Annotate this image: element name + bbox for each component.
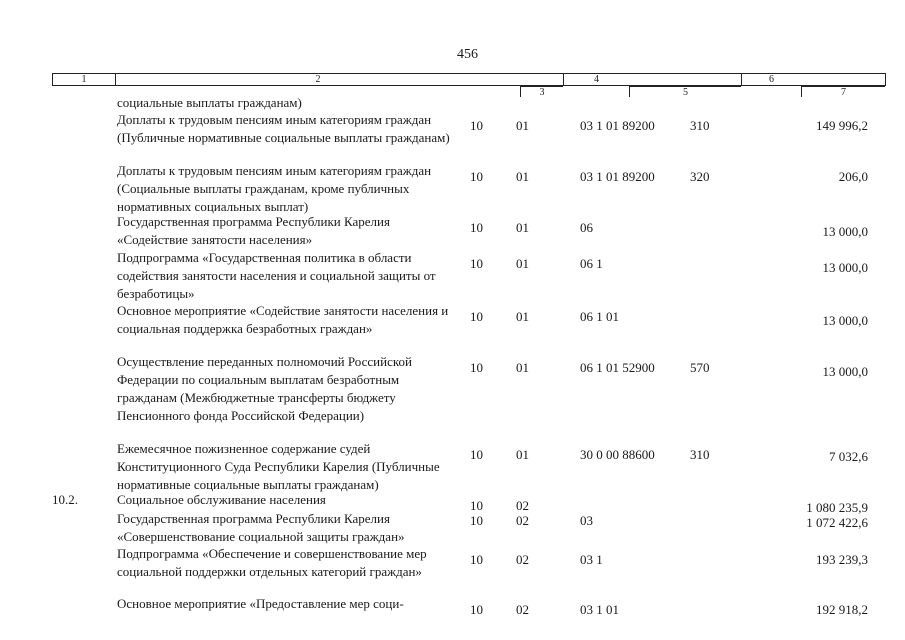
row-target-article: 06 1 01 52900 [580, 360, 655, 375]
row-subsection: 01 [516, 169, 529, 184]
table-header [52, 73, 886, 98]
row-target-article: 30 0 00 88600 [580, 447, 655, 462]
row-name: Основное мероприятие «Содействие занятости населения и социальная поддержка безработных граждан» [117, 303, 449, 336]
row-target-article: 03 1 01 89200 [580, 169, 655, 184]
row-section: 10 [470, 309, 483, 324]
row-subsection: 02 [516, 498, 529, 513]
row-name: Социальное обслуживание населения [117, 492, 326, 507]
row-section: 10 [470, 360, 483, 375]
row-section: 10 [470, 552, 483, 567]
row-expense-type: 310 [690, 447, 710, 462]
row-subsection: 02 [516, 513, 529, 528]
row-name: Государственная программа Республики Карелия «Совершенствование социальной защиты граждан» [117, 511, 405, 544]
row-name: Основное мероприятие «Предоставление мер соци- [117, 596, 404, 611]
row-subsection: 01 [516, 309, 529, 324]
row-name: социальные выплаты гражданам) [117, 95, 302, 110]
row-expense-type: 570 [690, 360, 710, 375]
row-section: 10 [470, 513, 483, 528]
row-amount: 13 000,0 [822, 260, 868, 275]
row-subsection: 01 [516, 447, 529, 462]
row-subsection: 02 [516, 602, 529, 617]
row-amount: 192 918,2 [816, 602, 868, 617]
row-name: Подпрограмма «Обеспечение и совершенствование мер социальной поддержки отдельных категорий граждан» [117, 546, 427, 579]
row-subsection: 01 [516, 256, 529, 271]
row-target-article: 06 1 01 [580, 309, 619, 324]
row-amount: 1 080 235,9 [806, 500, 868, 515]
row-name: Доплаты к трудовым пенсиям иным категориям граждан (Социальные выплаты гражданам, кроме публичных нормативных социальных выплат) [117, 163, 432, 214]
row-name: Доплаты к трудовым пенсиям иным категориям граждан (Публичные нормативные социальные выплаты гражданам) [117, 112, 450, 145]
row-section: 10 [470, 447, 483, 462]
row-subsection: 01 [516, 118, 529, 133]
row-section: 10 [470, 602, 483, 617]
row-amount: 13 000,0 [822, 224, 868, 239]
row-amount: 1 072 422,6 [806, 515, 868, 530]
row-name: Государственная программа Республики Карелия «Содействие занятости населения» [117, 214, 390, 247]
row-target-article: 03 [580, 513, 593, 528]
row-amount: 7 032,6 [829, 449, 868, 464]
row-section: 10 [470, 220, 483, 235]
row-section: 10 [470, 118, 483, 133]
header-col-4: 4 [563, 74, 629, 85]
row-section: 10 [470, 169, 483, 184]
row-expense-type: 310 [690, 118, 710, 133]
header-col-6: 6 [741, 74, 801, 85]
row-subsection: 01 [516, 220, 529, 235]
header-col-3: 3 [520, 86, 563, 97]
row-target-article: 06 [580, 220, 593, 235]
row-subsection: 02 [516, 552, 529, 567]
row-section: 10 [470, 498, 483, 513]
row-amount: 206,0 [838, 169, 868, 184]
row-amount: 149 996,2 [816, 118, 868, 133]
row-target-article: 03 1 01 [580, 602, 619, 617]
row-section: 10 [470, 256, 483, 271]
row-name: Осуществление переданных полномочий Российской Федерации по социальным выплатам безработным гражданам (Межбюджетные трансферты бюджету Пенсионного фонда Российской Федерации) [117, 354, 412, 423]
row-number: 10.2. [52, 492, 78, 507]
header-col-7: 7 [801, 86, 885, 97]
row-amount: 13 000,0 [822, 364, 868, 379]
header-col-1: 1 [81, 74, 87, 85]
row-target-article: 03 1 01 89200 [580, 118, 655, 133]
header-col-5: 5 [629, 86, 741, 97]
row-name: Подпрограмма «Государственная политика в области содействия занятости населения и социальной защиты от безработицы» [117, 250, 436, 301]
row-expense-type: 320 [690, 169, 710, 184]
row-amount: 13 000,0 [822, 313, 868, 328]
row-target-article: 06 1 [580, 256, 603, 271]
row-amount: 193 239,3 [816, 552, 868, 567]
row-target-article: 03 1 [580, 552, 603, 567]
page-number: 456 [457, 47, 478, 62]
row-name: Ежемесячное пожизненное содержание судей Конституционного Суда Республики Карелия (Публичные нормативные социальные выплаты гражданам) [117, 441, 440, 492]
header-col-2: 2 [115, 74, 520, 85]
row-subsection: 01 [516, 360, 529, 375]
